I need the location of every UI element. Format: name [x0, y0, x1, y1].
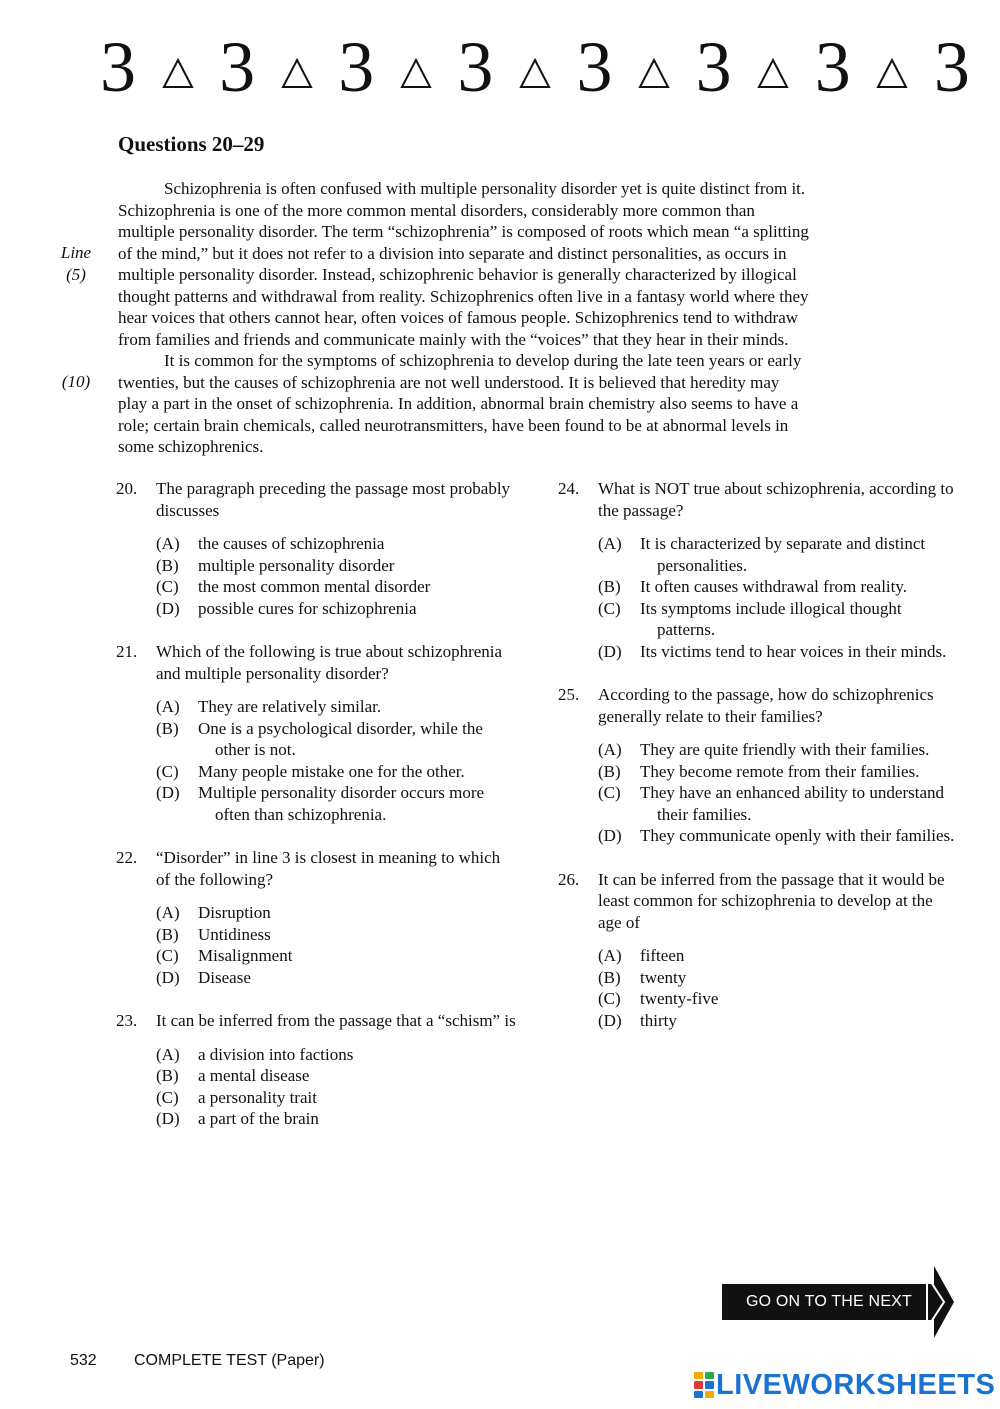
option-text: possible cures for schizophrenia [198, 598, 417, 618]
answer-option[interactable] [558, 739, 958, 761]
option-text: Its symptoms include illogical thought patterns. [640, 598, 902, 639]
option-label: (D) [156, 598, 180, 618]
question-number: 21. [116, 642, 138, 661]
passage-line: play a part in the onset of schizophrenia. In addition, abnormal brain chemistry also seems to have a [118, 394, 799, 413]
answer-option[interactable] [116, 555, 516, 577]
next-page-label: GO ON TO THE NEXT PAGE [745, 1293, 913, 1336]
option-label: (C) [156, 577, 179, 596]
answer-option[interactable] [558, 598, 958, 641]
option-text: a mental disease [198, 1066, 310, 1085]
option-text: fifteen [640, 946, 685, 965]
answer-option[interactable] [116, 696, 516, 718]
option-text: multiple personality disorder [198, 555, 395, 575]
passage-line: Schizophrenia is one of the more common mental disorders, considerably more common than [118, 200, 755, 220]
option-text: Disruption [198, 903, 271, 922]
question-22 [116, 847, 516, 988]
questions-left-column [116, 478, 516, 1152]
passage-line: some schizophrenics. [118, 437, 264, 456]
answer-option[interactable] [558, 533, 958, 576]
answer-option[interactable] [116, 1044, 516, 1066]
banner-number: 3 [219, 27, 256, 107]
option-label: (B) [598, 761, 621, 781]
option-label: (D) [156, 783, 180, 802]
questions-right-column [558, 478, 958, 1053]
triangle-icon [876, 58, 908, 90]
banner-number: 3 [695, 27, 732, 107]
option-label: (A) [598, 946, 622, 965]
option-label: (A) [156, 903, 180, 922]
option-text: It is characterized by separate and distinct personalities. [640, 534, 926, 575]
brand-name: LIVEWORKSHEETS [716, 1368, 996, 1401]
banner-number: 3 [576, 27, 613, 107]
option-label: (B) [598, 967, 621, 987]
reading-passage [118, 178, 954, 458]
option-text: a division into factions [198, 1044, 354, 1064]
liveworksheets-logo-icon [694, 1372, 714, 1398]
section-banner [100, 22, 970, 112]
question-text: According to the passage, how do schizophrenics generally relate to their families? [598, 685, 934, 726]
banner-number: 3 [100, 27, 136, 107]
option-label: (D) [156, 1109, 180, 1128]
option-label: (B) [156, 1066, 179, 1085]
question-21 [116, 641, 516, 825]
option-label: (B) [156, 555, 179, 575]
section-title: Questions 20–29 [118, 132, 265, 156]
passage-line: role; certain brain chemicals, called neurotransmitters, have been found to be at abnormal levels in [118, 415, 789, 435]
question-text: It can be inferred from the passage that a “schism” is [156, 1011, 516, 1030]
option-label: (A) [156, 697, 180, 716]
option-text: Multiple personality disorder occurs more often than schizophrenia. [198, 783, 485, 824]
answer-option[interactable] [558, 576, 958, 598]
option-label: (C) [156, 761, 179, 781]
option-text: One is a psychological disorder, while the other is not. [198, 718, 483, 759]
option-text: They become remote from their families. [640, 761, 920, 781]
answer-option[interactable] [558, 945, 958, 967]
option-text: Disease [198, 967, 251, 987]
question-25 [558, 684, 958, 847]
answer-option[interactable] [116, 1108, 516, 1130]
option-text: thirty [640, 1010, 677, 1030]
option-text: the most common mental disorder [198, 577, 431, 596]
answer-option[interactable] [116, 533, 516, 555]
option-label: (C) [156, 946, 179, 965]
line-number-10: (10) [61, 372, 91, 391]
option-label: (D) [598, 826, 622, 845]
answer-option[interactable] [116, 718, 516, 761]
option-label: (D) [598, 1010, 622, 1030]
answer-option[interactable] [558, 641, 958, 663]
option-label: (A) [156, 1044, 180, 1064]
option-label: (A) [598, 740, 622, 759]
option-text: a part of the brain [198, 1109, 319, 1128]
page-footer [70, 1352, 325, 1370]
page-number: 532 [70, 1352, 97, 1369]
answer-option[interactable] [558, 988, 958, 1010]
question-26 [558, 869, 958, 1032]
triangle-icon [281, 58, 313, 90]
answer-option[interactable] [116, 761, 516, 783]
answer-option[interactable] [558, 1010, 958, 1032]
answer-option[interactable] [116, 782, 516, 825]
option-label: (C) [598, 598, 621, 618]
passage-line: It is common for the symptoms of schizophrenia to develop during the late teen years or early [164, 351, 802, 370]
option-text: the causes of schizophrenia [198, 534, 385, 553]
triangle-icon [757, 58, 789, 90]
question-number: 25. [558, 685, 580, 704]
answer-option[interactable] [116, 945, 516, 967]
option-label: (C) [598, 989, 621, 1008]
option-text: They communicate openly with their families. [640, 826, 955, 845]
option-label: (D) [156, 967, 180, 987]
answer-option[interactable] [558, 825, 958, 847]
option-text: twenty [640, 967, 687, 987]
triangle-icon [638, 58, 670, 90]
option-text: a personality trait [198, 1087, 317, 1107]
option-label: (B) [598, 577, 621, 596]
option-label: (A) [598, 534, 622, 553]
banner-number: 3 [338, 27, 375, 107]
answer-option[interactable] [116, 1087, 516, 1109]
option-text: twenty-five [640, 989, 719, 1008]
line-label: Line [60, 243, 92, 262]
question-text: It can be inferred from the passage that it would be least common for schizophrenia to develop at the age of [598, 869, 945, 932]
question-number: 24. [558, 479, 580, 498]
answer-option[interactable] [558, 967, 958, 989]
option-text: Its victims tend to hear voices in their minds. [640, 641, 947, 661]
triangle-icon [519, 58, 551, 90]
answer-option[interactable] [116, 1065, 516, 1087]
answer-option[interactable] [558, 782, 958, 825]
passage-line: multiple personality disorder. The term “schizophrenia” is composed of roots which mean “a splitting [118, 222, 809, 241]
banner-number: 3 [933, 27, 970, 107]
answer-option[interactable] [116, 576, 516, 598]
passage-line: twenties, but the causes of schizophrenia are not well understood. It is believed that heredity may [118, 372, 780, 392]
passage-line: of the mind,” but it does not refer to a division into separate and distinct personalities, as occurs in [118, 243, 787, 263]
liveworksheets-brand [694, 1368, 995, 1402]
option-text: Misalignment [198, 946, 293, 965]
option-text: They are quite friendly with their families. [640, 740, 930, 759]
option-text: Many people mistake one for the other. [198, 761, 465, 781]
footer-label: COMPLETE TEST (Paper) [134, 1352, 325, 1369]
passage-line: hear voices that others cannot hear, often voices of famous people. Schizophrenics tend to withdraw [118, 308, 799, 327]
banner-number: 3 [814, 27, 851, 107]
passage-line: Schizophrenia is often confused with multiple personality disorder yet is quite distinct from it. [164, 179, 806, 198]
option-label: (A) [156, 534, 180, 553]
passage-line: thought patterns and withdrawal from reality. Schizophrenics often live in a fantasy world where they [118, 286, 809, 306]
option-label: (C) [156, 1087, 179, 1107]
question-text: The paragraph preceding the passage most probably discusses [156, 479, 511, 520]
answer-option[interactable] [116, 967, 516, 989]
triangle-icon [162, 58, 194, 90]
option-label: (B) [156, 924, 179, 944]
banner-number: 3 [457, 27, 494, 107]
question-text: Which of the following is true about schizophrenia and multiple personality disorder? [156, 642, 503, 683]
question-text: What is NOT true about schizophrenia, according to the passage? [598, 479, 954, 520]
answer-option[interactable] [116, 902, 516, 924]
triangle-icon [400, 58, 432, 90]
question-number: 23. [116, 1011, 138, 1030]
question-20 [116, 478, 516, 619]
question-24 [558, 478, 958, 662]
question-number: 26. [558, 869, 580, 889]
option-label: (B) [156, 718, 179, 738]
question-number: 20. [116, 479, 138, 498]
option-text: They have an enhanced ability to understand their families. [640, 783, 944, 824]
question-23 [116, 1010, 516, 1130]
passage-line: multiple personality disorder. Instead, schizophrenic behavior is generally characterized by illogical [118, 265, 797, 284]
option-text: They are relatively similar. [198, 697, 382, 716]
answer-option[interactable] [116, 924, 516, 946]
line-number-5: (5) [66, 265, 86, 284]
answer-option[interactable] [558, 761, 958, 783]
question-number: 22. [116, 848, 138, 867]
question-text: “Disorder” in line 3 is closest in meaning to which of the following? [156, 848, 501, 889]
option-text: Untidiness [198, 924, 271, 944]
option-label: (D) [598, 641, 622, 661]
option-text: It often causes withdrawal from reality. [640, 577, 908, 596]
passage-line: from families and friends and communicate mainly with the “voices” that they hear in their minds. [118, 329, 789, 349]
answer-option[interactable] [116, 598, 516, 620]
option-label: (C) [598, 783, 621, 802]
